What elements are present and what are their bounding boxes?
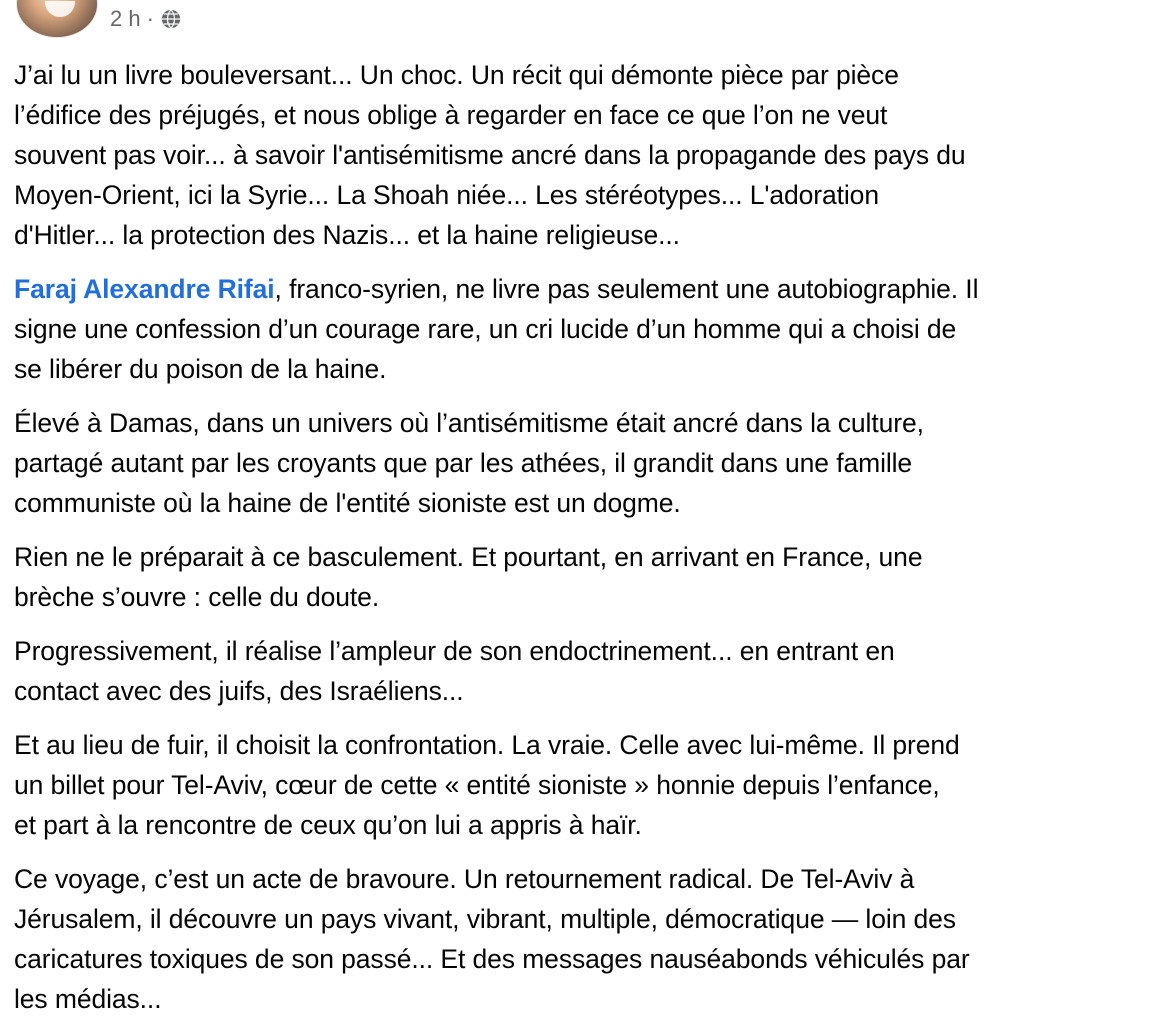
text-line [14, 269, 1144, 309]
text-line: se libérer du poison de la haine. [14, 354, 387, 384]
paragraph-6 [14, 725, 1144, 845]
text-line: signe une confession d’un courage rare, un cri lucide d’un homme qui a choisi de [14, 314, 957, 344]
text-line: Et au lieu de fuir, il choisit la confrontation. La vraie. Celle avec lui-même. Il prend [14, 730, 960, 760]
paragraph-2 [14, 269, 1144, 389]
text-line: brèche s’ouvre : celle du doute. [14, 582, 380, 612]
text-line: Ce voyage, c’est un acte de bravoure. Un retournement radical. De Tel-Aviv à [14, 864, 915, 894]
text-line: Rien ne le préparait à ce basculement. Et pourtant, en arrivant en France, une [14, 542, 923, 572]
text-line: communiste où la haine de l'entité sioniste est un dogme. [14, 488, 681, 518]
text-line: d'Hitler... la protection des Nazis... et la haine religieuse... [14, 220, 680, 250]
author-avatar[interactable] [16, 0, 98, 38]
author-mention-link[interactable]: Faraj Alexandre Rifai [14, 274, 275, 304]
meta-separator: · [146, 6, 154, 31]
text-line: contact avec des juifs, des Israéliens... [14, 676, 464, 706]
paragraph-3 [14, 403, 1144, 523]
globe-icon[interactable] [160, 8, 182, 30]
paragraph-7 [14, 859, 1144, 1019]
post-header [0, 0, 1156, 44]
post-timestamp[interactable]: 2 h [110, 6, 141, 31]
text-line: caricatures toxiques de son passé... Et des messages nauséabonds véhiculés par [14, 944, 970, 974]
text-line: et part à la rencontre de ceux qu’on lui a appris à haïr. [14, 810, 642, 840]
text-segment: , franco-syrien, ne livre pas seulement une autobiographie. Il [274, 274, 979, 304]
text-line: Jérusalem, il découvre un pays vivant, vibrant, multiple, démocratique — loin des [14, 904, 956, 934]
text-line: Moyen-Orient, ici la Syrie... La Shoah niée... Les stéréotypes... L'adoration [14, 180, 879, 210]
paragraph-5 [14, 631, 1144, 711]
text-line: partagé autant par les croyants que par les athées, il grandit dans une famille [14, 448, 913, 478]
paragraph-4 [14, 537, 1144, 617]
text-line: J’ai lu un livre bouleversant... Un choc. Un récit qui démonte pièce par pièce [14, 60, 899, 90]
post-meta [110, 4, 182, 34]
post-text [14, 55, 1144, 1033]
text-line: les médias... [14, 984, 162, 1014]
text-line: Élevé à Damas, dans un univers où l’antisémitisme était ancré dans la culture, [14, 408, 924, 438]
paragraph-1 [14, 55, 1144, 255]
text-line: souvent pas voir... à savoir l'antisémitisme ancré dans la propagande des pays du [14, 140, 966, 170]
text-line: l’édifice des préjugés, et nous oblige à regarder en face ce que l’on ne veut [14, 100, 888, 130]
text-line: Progressivement, il réalise l’ampleur de son endoctrinement... en entrant en [14, 636, 895, 666]
text-line: un billet pour Tel-Aviv, cœur de cette « entité sioniste » honnie depuis l’enfance, [14, 770, 940, 800]
